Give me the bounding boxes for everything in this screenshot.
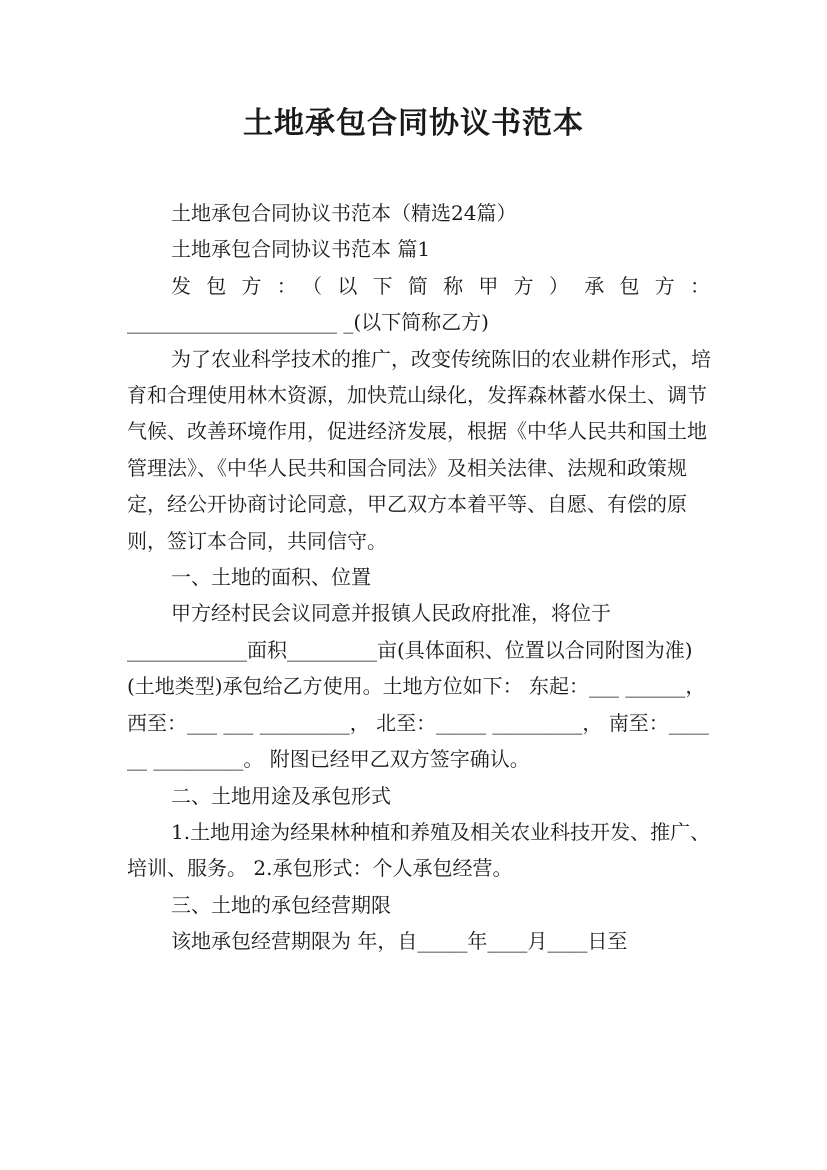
paragraph-parties: 发包方：（以下简称甲方）承包方： bbox=[171, 273, 722, 298]
paragraph-preamble: 为了农业科学技术的推广，改变传统陈旧的农业耕作形式，培育和合理使用林木资源，加快荒山绿化，发挥森林蓄水保土、调节气候、改善环境作用，促进经济发展，根据《中华人民共和国土地管理法》、《中华人民共和国合同法》及相关法律、法规和政策规定，经公开协商讨论同意，甲乙双方本着平等、自愿、有偿的原则，签订本合同，共同信守。 bbox=[127, 346, 711, 553]
paragraph-heading-area: 一、土地的面积、位置 bbox=[171, 565, 371, 590]
document-title: 土地承包合同协议书范本 bbox=[243, 106, 584, 141]
document-body bbox=[127, 195, 722, 960]
paragraph-term: 该地承包经营期限为 年，自_____年____月____日至 bbox=[171, 929, 628, 954]
paragraph-heading-usage: 二、土地用途及承包形式 bbox=[171, 783, 391, 808]
paragraph-subtitle: 土地承包合同协议书范本（精选24篇） bbox=[171, 201, 517, 225]
paragraph-area-location: 甲方经村民会议同意并报镇人民政府批准，将位于____________面积_________亩(具体面积、位置以合同附图为准) (土地类型)承包给乙方使用。土地方位如下： 东起：___ ______， 西至：___ ___ _________， 北至：_____ _________， 南至：____ __ _________。 附图已经甲乙双方签字确认。 bbox=[127, 601, 709, 772]
paragraph-usage: 1.土地用途为经果林种植和养殖及相关农业科技开发、推广、培训、服务。 2.承包形式：个人承包经营。 bbox=[127, 819, 711, 881]
paragraph-parties-blank: _____________________ _(以下简称乙方) bbox=[127, 310, 489, 335]
paragraph-heading-term: 三、土地的承包经营期限 bbox=[171, 892, 391, 917]
paragraph-section-heading: 土地承包合同协议书范本 篇1 bbox=[171, 237, 431, 262]
